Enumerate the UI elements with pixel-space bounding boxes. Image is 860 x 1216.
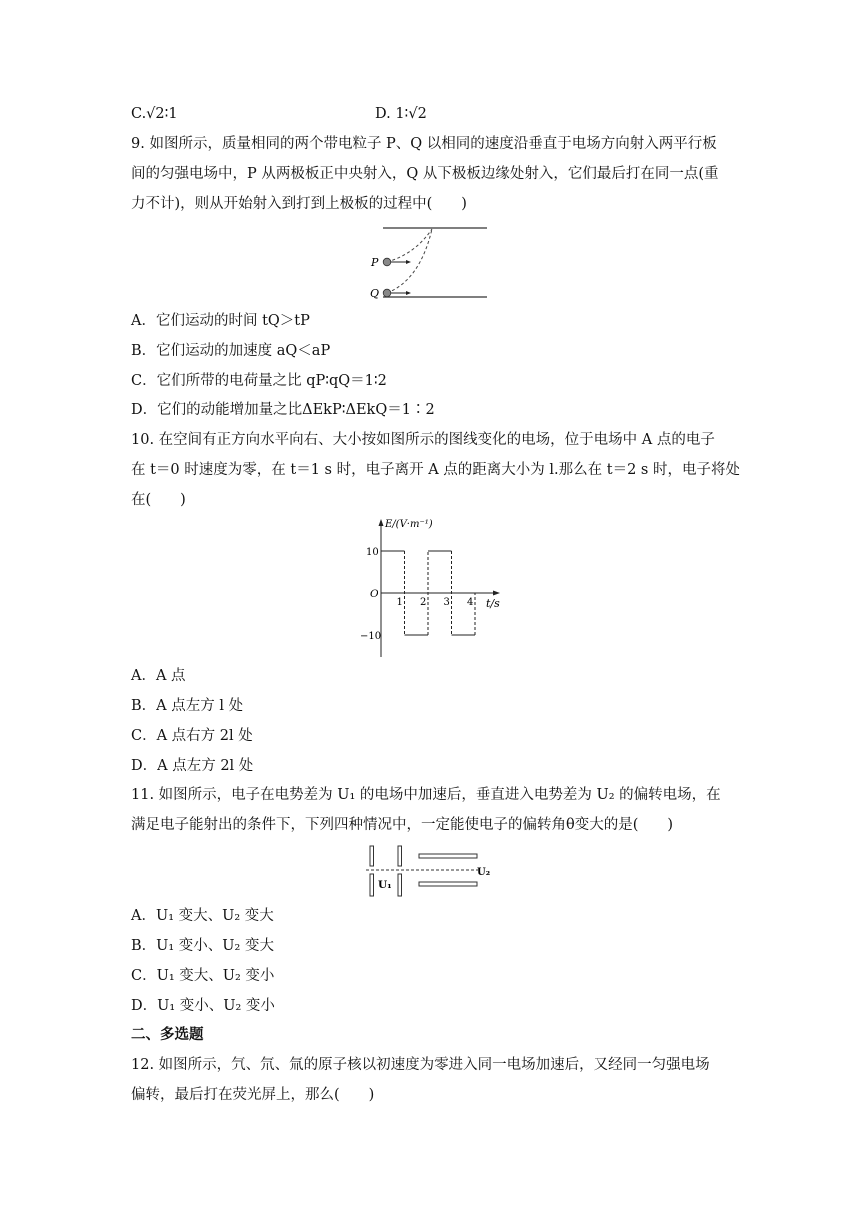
q9-figure-parallel-plates — [365, 222, 495, 304]
x-tick-label-2: 2 — [420, 597, 427, 608]
q10-e-t-chart — [350, 515, 520, 660]
y-tick-label-1: −10 — [360, 631, 382, 642]
q10-option-a: A．A 点 — [131, 668, 186, 684]
q11-stem-line-1: 11. 如图所示，电子在电势差为 U₁ 的电场中加速后，垂直进入电势差为 U₂ 的偏转电场，在 — [131, 787, 721, 803]
y-tick-label-0: 10 — [366, 547, 379, 558]
particle-p — [383, 258, 391, 266]
q11-option-d: D．U₁ 变小、U₂ 变小 — [131, 998, 275, 1014]
accel-plate-right-lower — [398, 874, 402, 896]
label-u1: U₁ — [378, 879, 392, 891]
q9-option-a: A．它们运动的时间 tQ＞tP — [131, 313, 310, 329]
deflect-plate-upper — [419, 854, 477, 858]
origin-label: O — [370, 588, 379, 600]
q8-option-c: C.√2∶1 — [131, 106, 178, 122]
q10-stem-line-3: 在( ) — [131, 492, 186, 508]
label-u2: U₂ — [477, 867, 491, 878]
particle-q — [383, 289, 391, 297]
q9-option-d: D．它们的动能增加量之比ΔEkP∶ΔEkQ＝1∶2 — [131, 402, 435, 418]
x-tick-label-4: 4 — [467, 597, 474, 608]
q9-option-b: B．它们运动的加速度 aQ＜aP — [131, 343, 331, 359]
x-axis-arrow — [493, 591, 500, 596]
q11-option-c: C．U₁ 变大、U₂ 变小 — [131, 968, 275, 984]
label-q: Q — [370, 287, 380, 300]
q8-option-d: D. 1∶√2 — [375, 106, 427, 122]
q12-stem-line-2: 偏转，最后打在荧光屏上，那么( ) — [131, 1087, 375, 1103]
accel-plate-left-lower — [370, 874, 374, 896]
q11-option-b: B．U₁ 变小、U₂ 变大 — [131, 938, 274, 954]
q9-stem-line-2: 间的匀强电场中，P 从两极板正中央射入，Q 从下极板边缘处射入，它们最后打在同一点(重 — [131, 166, 719, 182]
accel-plate-left-upper — [370, 846, 374, 866]
q9-stem-line-3: 力不计)，则从开始射入到打到上极板的过程中( ) — [131, 196, 467, 212]
y-axis-label: E/(V·m⁻¹) — [385, 519, 433, 530]
q10-option-c: C．A 点右方 2l 处 — [131, 728, 253, 744]
trajectory-p — [387, 229, 432, 262]
q12-stem-line-1: 12. 如图所示，氕、氘、氚的原子核以初速度为零进入同一电场加速后，又经同一匀强电场 — [131, 1057, 710, 1073]
y-axis-arrow — [379, 519, 384, 526]
q9-option-c: C．它们所带的电荷量之比 qP∶qQ＝1∶2 — [131, 373, 387, 389]
x-axis-label: t/s — [486, 597, 500, 610]
x-tick-label-1: 1 — [396, 597, 403, 608]
deflect-plate-lower — [419, 882, 477, 886]
trajectory-q — [387, 229, 432, 293]
q11-figure-accelerator-deflector — [366, 843, 496, 899]
accel-plate-right-upper — [398, 846, 402, 866]
q9-stem-line-1: 9. 如图所示，质量相同的两个带电粒子 P、Q 以相同的速度沿垂直于电场方向射入两平行板 — [131, 136, 717, 152]
q11-option-a: A．U₁ 变大、U₂ 变大 — [131, 908, 274, 924]
label-p: P — [371, 256, 379, 269]
velocity-arrow-p — [406, 260, 411, 264]
section-title-multiple-choice: 二、多选题 — [131, 1027, 204, 1043]
q10-option-d: D．A 点左方 2l 处 — [131, 758, 254, 774]
q10-option-b: B．A 点左方 l 处 — [131, 698, 244, 714]
velocity-arrow-q — [406, 291, 411, 295]
x-tick-label-3: 3 — [443, 597, 450, 608]
q10-stem-line-1: 10. 在空间有正方向水平向右、大小按如图所示的图线变化的电场，位于电场中 A 点的电子 — [131, 432, 715, 448]
q10-stem-line-2: 在 t＝0 时速度为零，在 t＝1 s 时，电子离开 A 点的距离大小为 l.那么在 t＝2 s 时，电子将处 — [131, 462, 740, 478]
q11-stem-line-2: 满足电子能射出的条件下，下列四种情况中，一定能使电子的偏转角θ变大的是( ) — [131, 817, 674, 833]
